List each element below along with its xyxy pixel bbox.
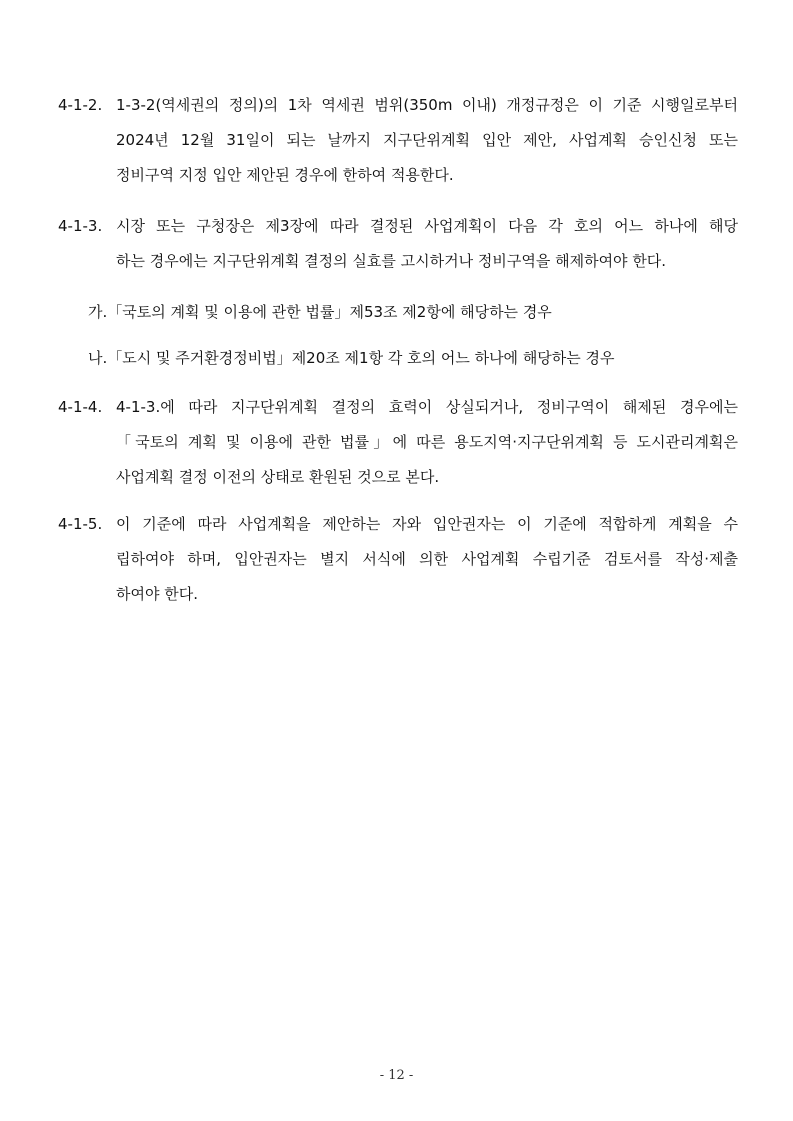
clause-line: 2024년 12월 31일이 되는 날까지 지구단위계획 입안 제안, 사업계획 승인신청 또는 xyxy=(116,131,738,149)
clause-body xyxy=(58,209,738,279)
clause-line: 4-1-3.에 따라 지구단위계획 결정의 효력이 상실되거나, 정비구역이 해제된 경우에는 xyxy=(116,398,738,416)
clause-4-1-2 xyxy=(58,88,738,193)
clause-number: 4-1-2. xyxy=(58,96,103,114)
clause-line: 정비구역 지정 입안 제안된 경우에 한하여 적용한다. xyxy=(116,166,454,184)
clause-line: 하여야 한다. xyxy=(116,585,198,603)
clause-line: 하는 경우에는 지구단위계획 결정의 실효를 고시하거나 정비구역을 해제하여야 한다. xyxy=(116,252,667,270)
clause-number: 4-1-5. xyxy=(58,515,103,533)
clause-line: 「국토의 계획 및 이용에 관한 법률」에 따른 용도지역·지구단위계획 등 도시관리계획은 xyxy=(116,433,738,451)
clause-number: 4-1-4. xyxy=(58,398,103,416)
clause-4-1-5 xyxy=(58,507,738,612)
clause-body xyxy=(58,88,738,193)
clause-line: 시장 또는 구청장은 제3장에 따라 결정된 사업계획이 다음 각 호의 어느 하나에 해당 xyxy=(116,217,738,235)
clause-body xyxy=(58,507,738,612)
clause-body xyxy=(58,390,738,495)
clause-number: 4-1-3. xyxy=(58,217,103,235)
clause-line: 립하여야 하며, 입안권자는 별지 서식에 의한 사업계획 수립기준 검토서를 작성·제출 xyxy=(116,550,738,568)
page-number: - 12 - xyxy=(379,1068,414,1083)
clause-4-1-4 xyxy=(58,390,738,495)
clause-item-na: 나.「도시 및 주거환경정비법」제20조 제1항 각 호의 어느 하나에 해당하는 경우 xyxy=(88,349,615,367)
clause-line: 1-3-2(역세권의 정의)의 1차 역세권 범위(350m 이내) 개정규정은 이 기준 시행일로부터 xyxy=(116,96,738,114)
clause-4-1-3 xyxy=(58,209,738,279)
clause-line: 사업계획 결정 이전의 상태로 환원된 것으로 본다. xyxy=(116,468,440,486)
clause-item-ga: 가.「국토의 계획 및 이용에 관한 법률」제53조 제2항에 해당하는 경우 xyxy=(88,303,552,321)
clause-line: 이 기준에 따라 사업계획을 제안하는 자와 입안권자는 이 기준에 적합하게 계획을 수 xyxy=(116,515,738,533)
